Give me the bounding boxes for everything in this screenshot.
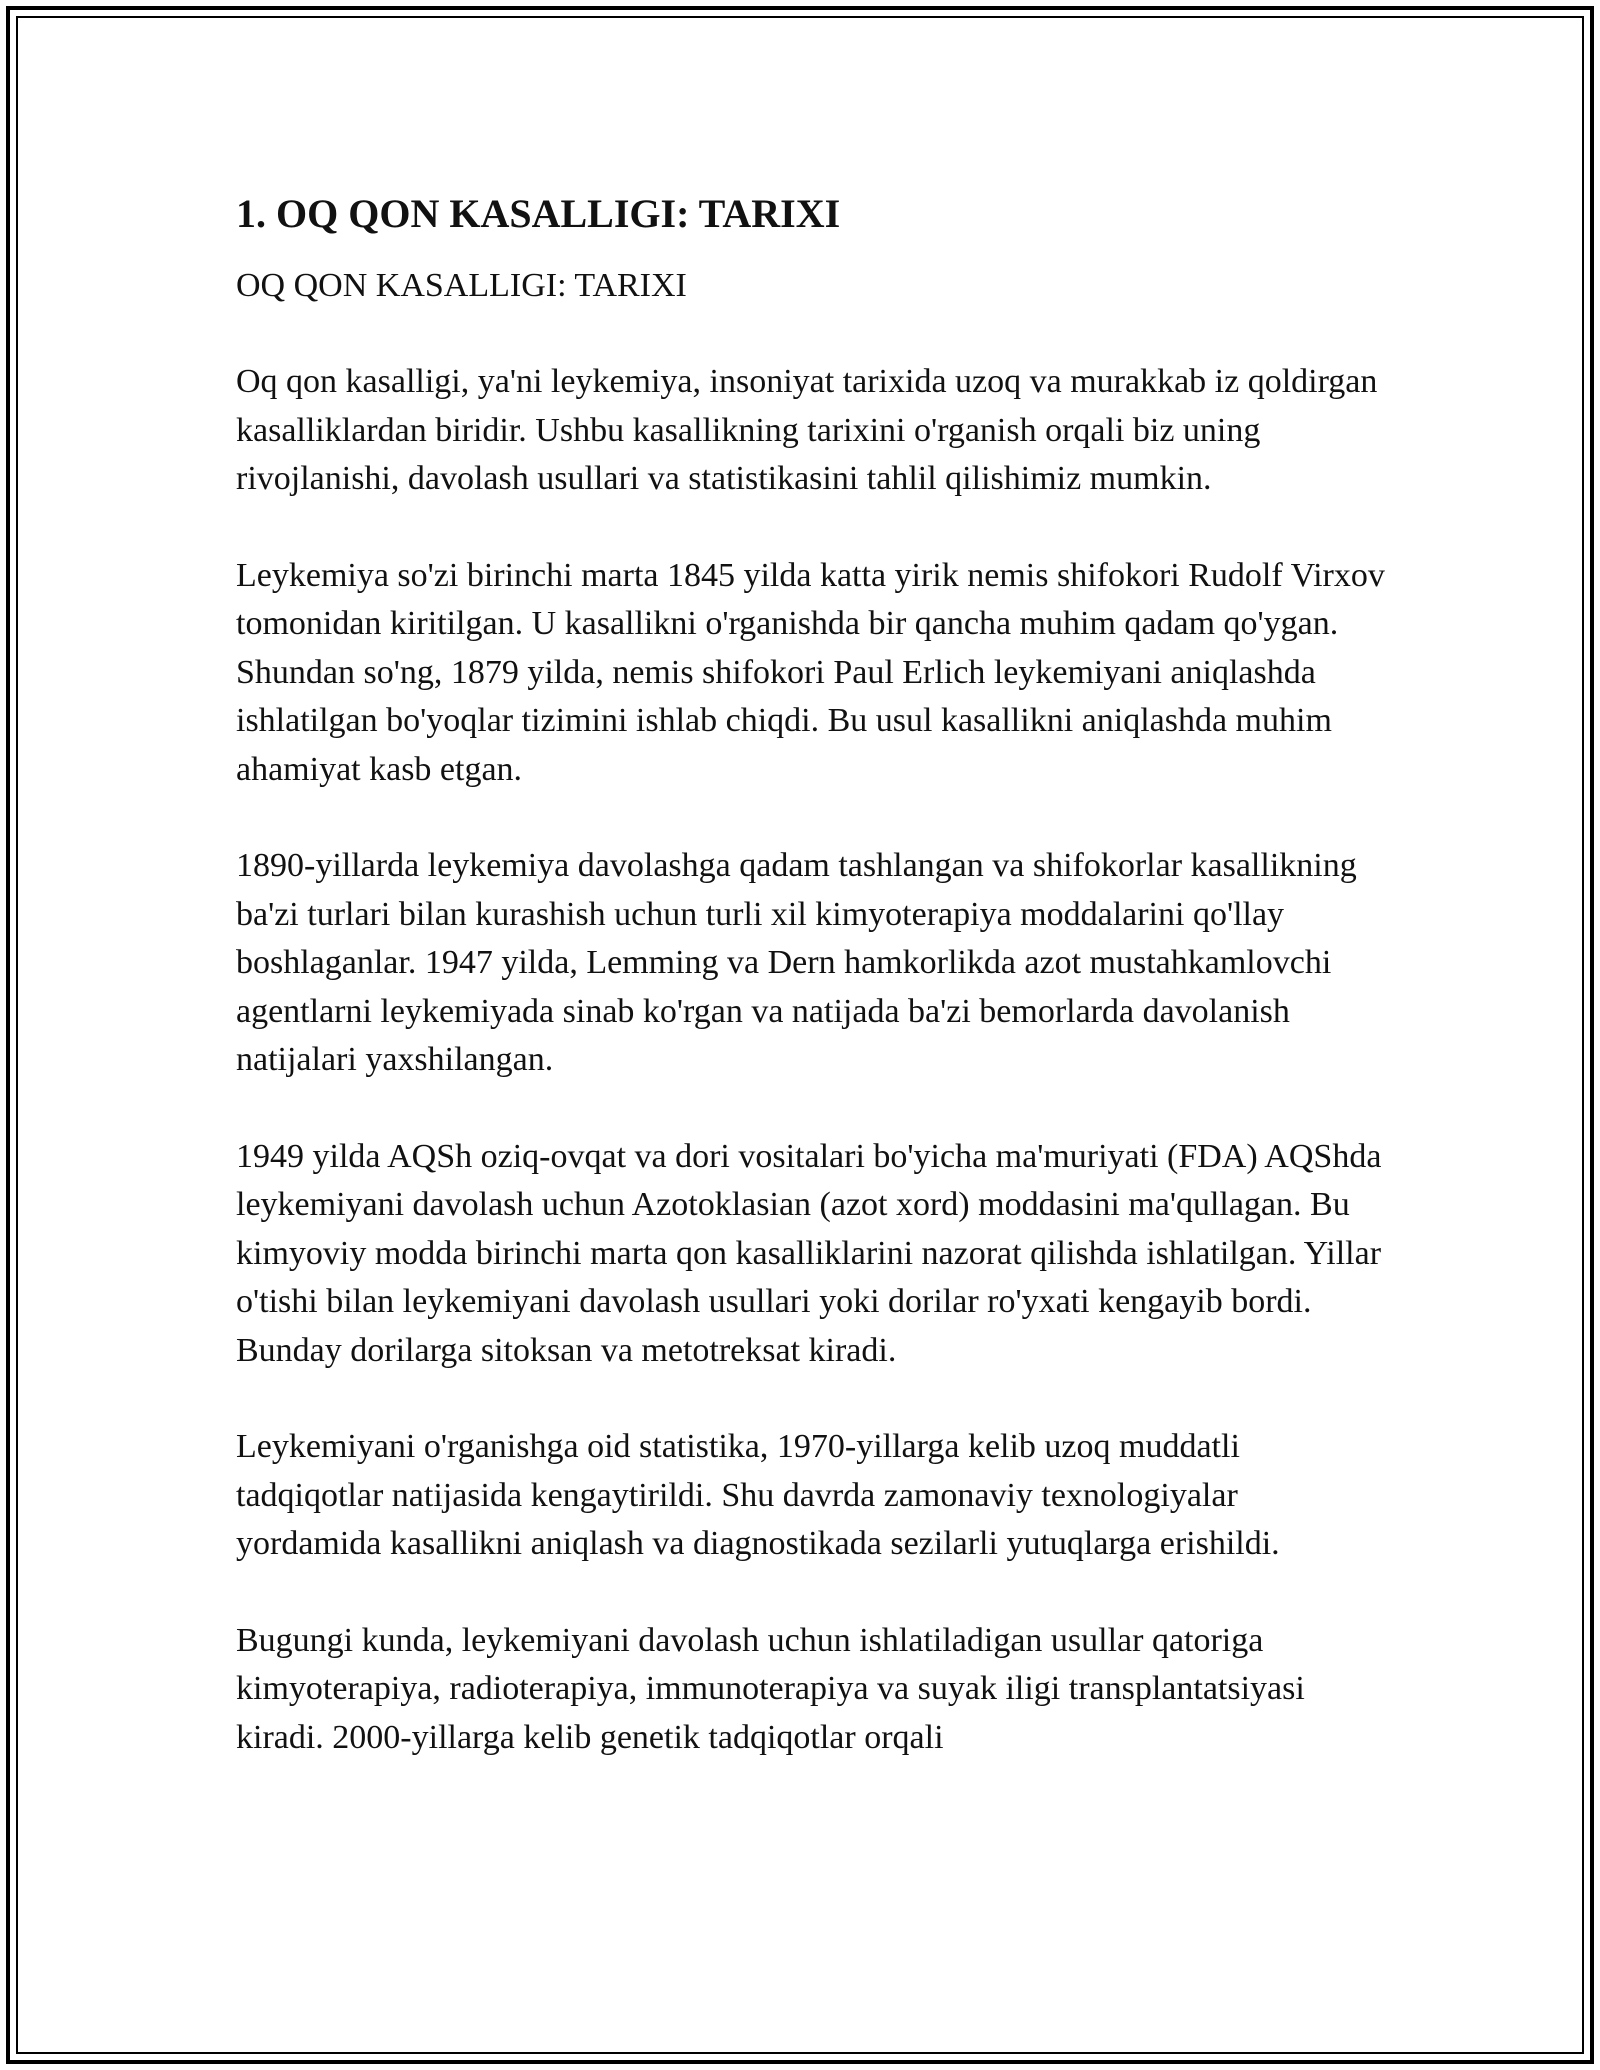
section-subheading: OQ QON KASALLIGI: TARIXI: [236, 267, 687, 304]
section-heading: 1. OQ QON KASALLIGI: TARIXI: [236, 191, 841, 236]
paragraph-3: 1890-yillarda leykemiya davolashga qadam tashlangan va shifokorlar kasallikning ba'zi turlari bilan kurashish uchun turli xil kimyoterapiya moddalarini qo'llay boshlaganlar. 1947 yilda, Lemming va Dern hamkorlikda azot mustahkamlovchi agentlarni leykemiyada sinab ko'rgan va natijada ba'zi bemorlarda davolanish natijalari yaxshilangan.: [236, 847, 1357, 1078]
paragraph-6: Bugungi kunda, leykemiyani davolash uchun ishlatiladigan usullar qatoriga kimyoterapiya, radioterapiya, immunoterapiya va suyak iligi transplantatsiyasi kiradi. 2000-yillarga kelib genetik tadqiqotlar orqali: [236, 1621, 1305, 1756]
paragraph-5: Leykemiyani o'rganishga oid statistika, 1970-yillarga kelib uzoq muddatli tadqiqotlar natijasida kengaytirildi. Shu davrda zamonaviy texnologiyalar yordamida kasallikni aniqlash va diagnostikada sezilarli yutuqlarga erishildi.: [236, 1428, 1280, 1562]
paragraph-1: Oq qon kasalligi, ya'ni leykemiya, insoniyat tarixida uzoq va murakkab iz qoldirgan kasalliklardan biridir. Ushbu kasallikning tarixini o'rganish orqali biz uning rivojlanishi, davolash usullari va statistikasini tahlil qilishimiz mumkin.: [236, 363, 1378, 497]
paragraph-4: 1949 yilda AQSh oziq-ovqat va dori vositalari bo'yicha ma'muriyati (FDA) AQShda leykemiyani davolash uchun Azotoklasian (azot xord) moddasini ma'qullagan. Bu kimyoviy modda birinchi marta qon kasalliklarini nazorat qilishda ishlatilgan. Yillar o'tishi bilan leykemiyani davolash usullari yoki dorilar ro'yxati kengayib bordi. Bunday dorilarga sitoksan va metotreksat kiradi.: [236, 1137, 1382, 1369]
paragraph-2: Leykemiya so'zi birinchi marta 1845 yilda katta yirik nemis shifokori Rudolf Virxov tomonidan kiritilgan. U kasallikni o'rganishda bir qancha muhim qadam qo'ygan. Shundan so'ng, 1879 yilda, nemis shifokori Paul Erlich leykemiyani aniqlashda ishlatilgan bo'yoqlar tizimini ishlab chiqdi. Bu usul kasallikni aniqlashda muhim ahamiyat kasb etgan.: [236, 556, 1385, 788]
document-body: [236, 188, 1386, 1762]
